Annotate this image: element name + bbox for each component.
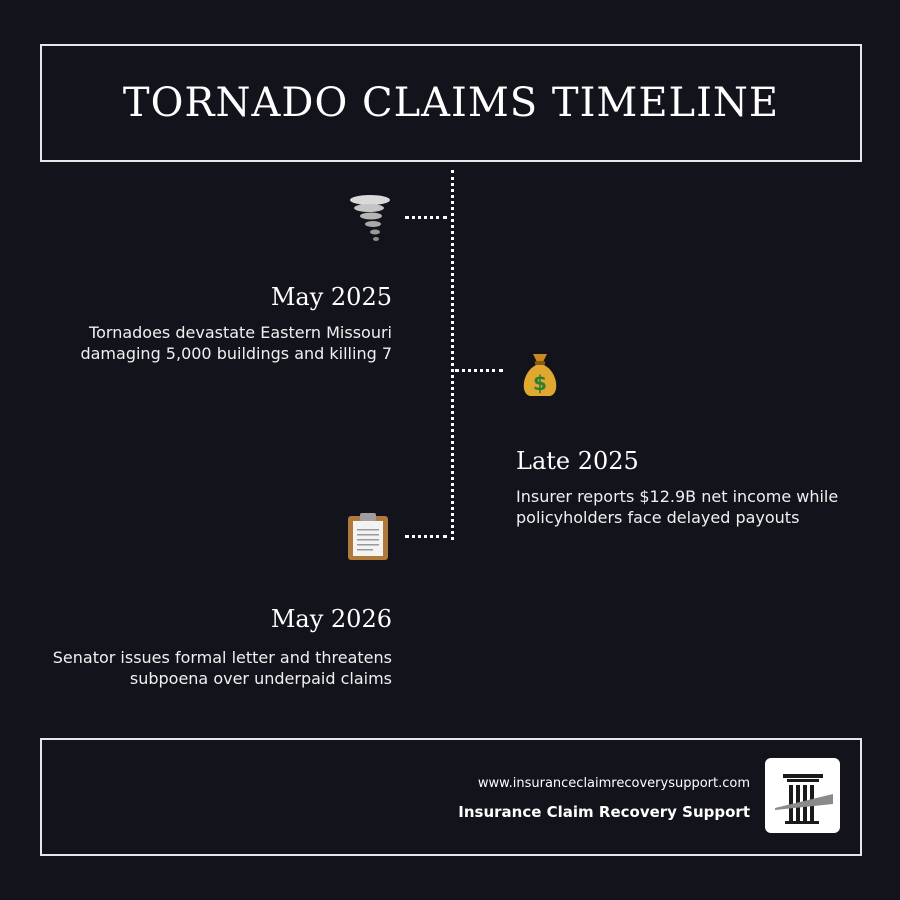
connector-dots-2 <box>455 369 503 372</box>
tornado-icon <box>344 192 396 244</box>
event-description-2-line-2: policyholders face delayed payouts <box>516 508 800 527</box>
page-title: TORNADO CLAIMS TIMELINE <box>122 80 780 126</box>
event-description-1-line-2: damaging 5,000 buildings and killing 7 <box>80 344 392 363</box>
event-description-1-line-1: Tornadoes devastate Eastern Missouri <box>89 323 392 342</box>
event-description-2 <box>516 486 838 528</box>
event-date-1: May 2025 <box>270 283 392 311</box>
event-date-2: Late 2025 <box>516 447 639 475</box>
pillar-logo-icon <box>765 758 840 833</box>
footer <box>40 738 862 856</box>
event-date-3: May 2026 <box>270 605 392 633</box>
footer-company-name: Insurance Claim Recovery Support <box>458 803 750 821</box>
event-description-3 <box>53 647 392 689</box>
event-description-2-line-1: Insurer reports $12.9B net income while <box>516 487 839 506</box>
timeline-vertical-line <box>451 170 454 540</box>
event-description-3-line-1: Senator issues formal letter and threatens <box>52 648 392 667</box>
title-box <box>40 44 862 162</box>
svg-text:$: $ <box>533 371 547 395</box>
connector-dots-3 <box>405 535 447 538</box>
event-description-1 <box>80 322 392 364</box>
money-bag-icon <box>514 348 566 400</box>
footer-website-link[interactable]: www.insuranceclaimrecoverysupport.com <box>477 776 750 791</box>
connector-dots-1 <box>405 216 447 219</box>
event-description-3-line-2: subpoena over underpaid claims <box>129 669 392 688</box>
clipboard-icon <box>342 510 394 562</box>
